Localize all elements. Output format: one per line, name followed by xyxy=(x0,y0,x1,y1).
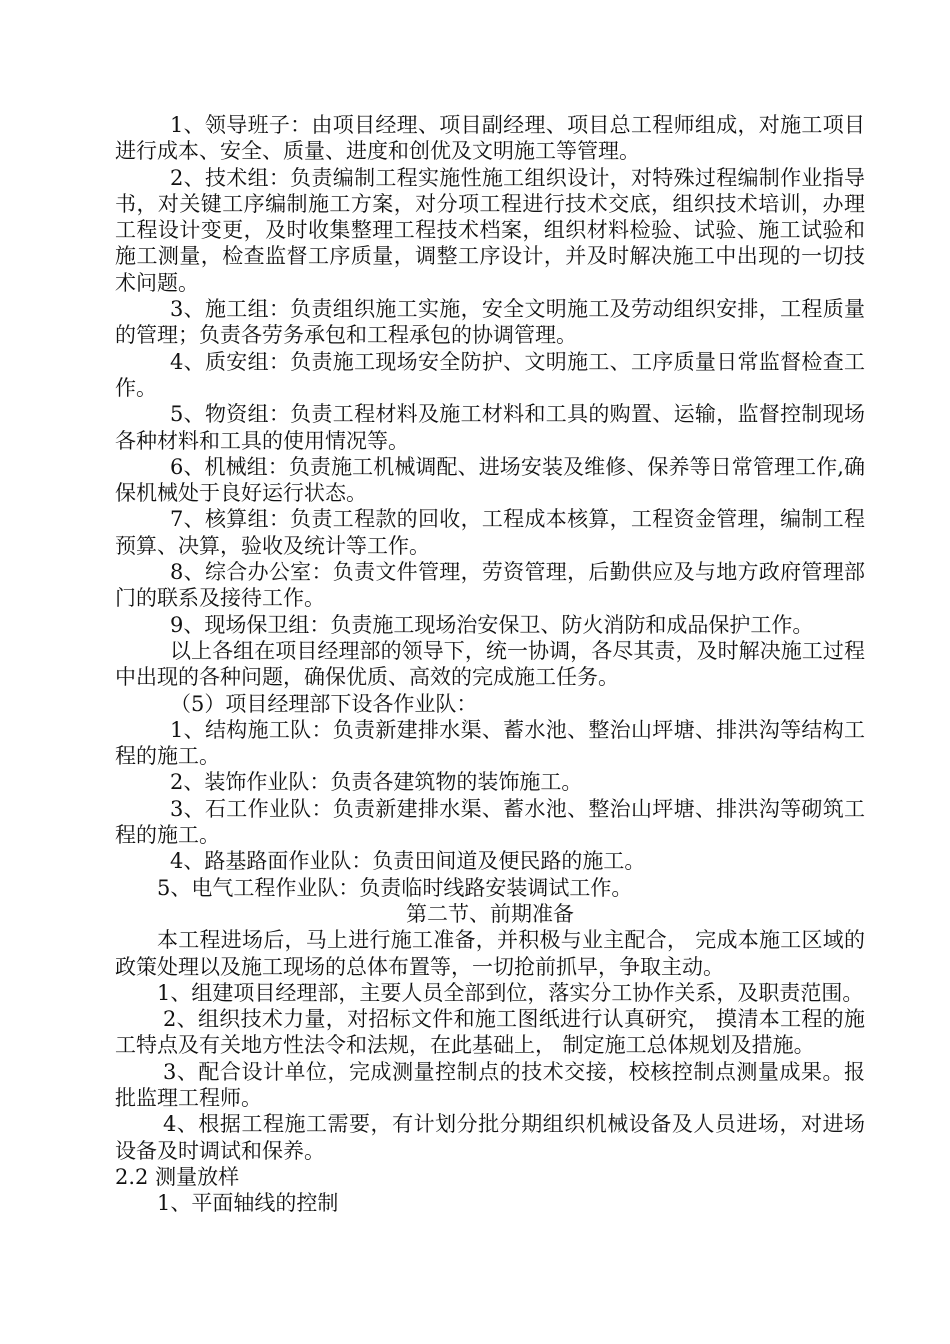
para-accounting-group: 7、核算组：负责工程款的回收，工程成本核算，工程资金管理，编制工程预算、决算，验收及统计等工作。 xyxy=(115,507,865,558)
para-axis-control: 1、平面轴线的控制 xyxy=(157,1191,339,1216)
para-electrical-team: 5、电气工程作业队：负责临时线路安装调试工作。 xyxy=(157,875,633,900)
para-prep-step-3: 3、配合设计单位，完成测量控制点的技术交接，校核控制点测量成果。报批监理工程师。 xyxy=(115,1059,865,1110)
para-roadbed-team: 4、路基路面作业队：负责田间道及便民路的施工。 xyxy=(170,849,646,874)
para-preparation-intro: 本工程进场后，马上进行施工准备，并积极与业主配合， 完成本施工区域的政策处理以及施工现场的总体布置等，一切抢前抓早，争取主动。 xyxy=(115,928,865,979)
document-page xyxy=(115,112,865,1216)
para-security-group: 9、现场保卫组：负责施工现场治安保卫、防火消防和成品保护工作。 xyxy=(170,612,814,637)
para-work-teams-heading: （5）项目经理部下设各作业队： xyxy=(170,691,478,716)
para-prep-step-4: 4、根据工程施工需要，有计划分批分期组织机械设备及人员进场，对进场设备及时调试和保养。 xyxy=(115,1112,865,1163)
para-stonework-team: 3、石工作业队：负责新建排水渠、蓄水池、整治山坪塘、排洪沟等砌筑工程的施工。 xyxy=(115,796,865,848)
para-prep-step-1: 1、组建项目经理部，主要人员全部到位，落实分工协作关系，及职责范围。 xyxy=(157,980,864,1005)
para-construction-group: 3、施工组：负责组织施工实施，安全文明施工及劳动组织安排，工程质量的管理；负责各劳务承包和工程承包的协调管理。 xyxy=(115,297,865,348)
section-title-preparation: 第二节、前期准备 xyxy=(406,901,574,926)
section-heading-survey: 2.2 测量放样 xyxy=(115,1164,240,1189)
para-coordination-summary: 以上各组在项目经理部的领导下，统一协调，各尽其责，及时解决施工过程中出现的各种问题，确保优质、高效的完成施工任务。 xyxy=(115,638,865,690)
para-machinery-group: 6、机械组：负责施工机械调配、进场安装及维修、保养等日常管理工作,确保机械处于良好运行状态。 xyxy=(115,454,865,506)
para-prep-step-2: 2、组织技术力量，对招标文件和施工图纸进行认真研究， 摸清本工程的施工特点及有关地方性法令和法规，在此基础上， 制定施工总体规划及措施。 xyxy=(115,1007,865,1058)
para-technical-group: 2、技术组：负责编制工程实施性施工组织设计，对特殊过程编制作业指导书，对关键工序编制施工方案，对分项工程进行技术交底，组织技术培训，办理工程设计变更，及时收集整理工程技术档案，组织材料检验、试验、施工试验和施工测量，检查监督工序质量，调整工序设计，并及时解决施工中出现的一切技术问题。 xyxy=(115,165,865,295)
para-structure-team: 1、结构施工队：负责新建排水渠、蓄水池、整治山坪塘、排洪沟等结构工程的施工。 xyxy=(115,717,865,769)
para-decoration-team: 2、装饰作业队：负责各建筑物的装饰施工。 xyxy=(170,770,583,795)
para-general-office: 8、综合办公室：负责文件管理，劳资管理，后勤供应及与地方政府管理部门的联系及接待工作。 xyxy=(115,560,865,611)
para-quality-safety-group: 4、质安组：负责施工现场安全防护、文明施工、工序质量日常监督检查工作。 xyxy=(115,349,865,400)
para-leadership: 1、领导班子：由项目经理、项目副经理、项目总工程师组成，对施工项目进行成本、安全、质量、进度和创优及文明施工等管理。 xyxy=(115,113,865,164)
para-materials-group: 5、物资组：负责工程材料及施工材料和工具的购置、运输，监督控制现场各种材料和工具的使用情况等。 xyxy=(115,402,865,453)
